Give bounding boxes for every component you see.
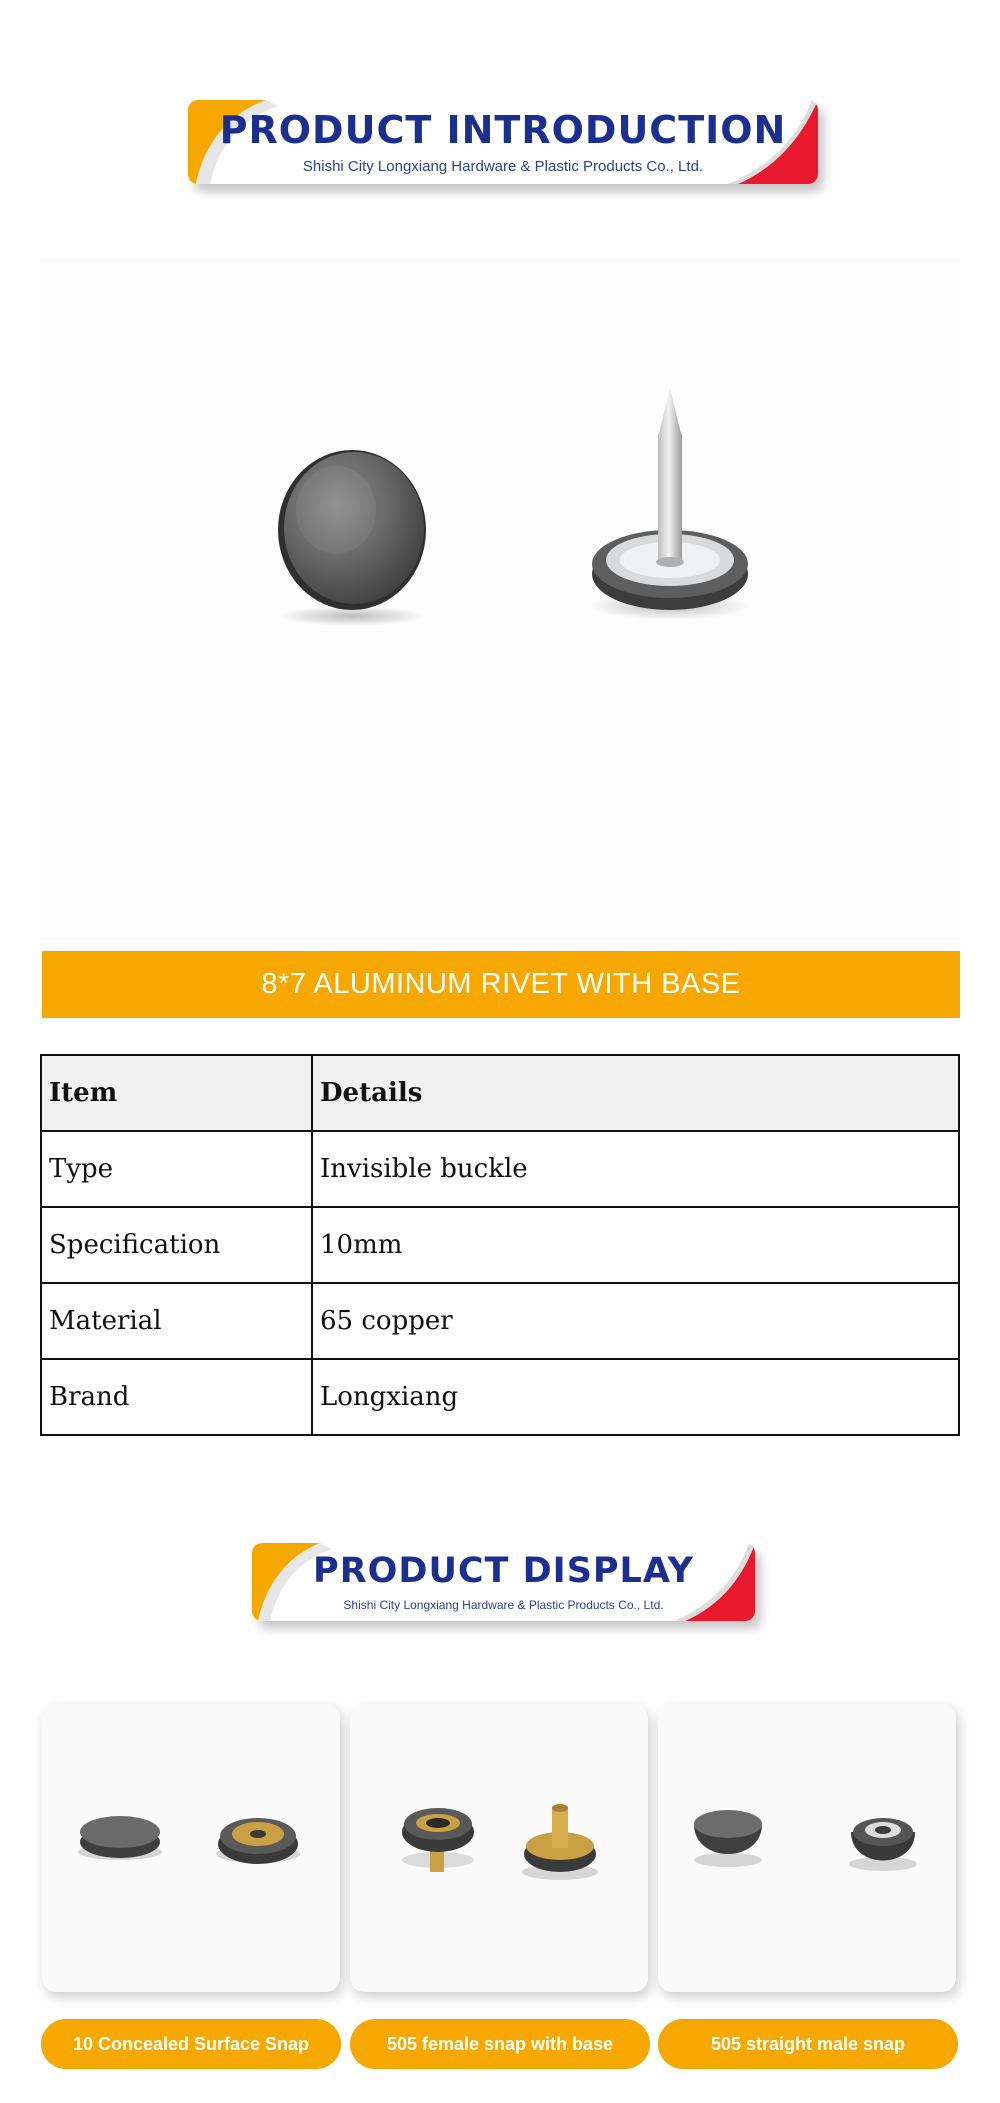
table-header-row xyxy=(41,1055,959,1131)
table-cell-value: Invisible buckle xyxy=(312,1131,959,1207)
male-snap-stud-icon xyxy=(849,1818,917,1871)
product-label-concealed-surface-snap[interactable]: 10 Concealed Surface Snap xyxy=(41,2019,341,2069)
product-card-straight-male-snap[interactable] xyxy=(658,1704,956,1992)
table-header-details: Details xyxy=(312,1055,959,1131)
rivet-base-with-pin-icon xyxy=(590,388,750,620)
table-row xyxy=(41,1207,959,1283)
snap-socket-icon xyxy=(216,1818,300,1864)
banner-title: PRODUCT DISPLAY xyxy=(313,1551,694,1591)
table-cell-value: 10mm xyxy=(312,1207,959,1283)
table-cell-label: Specification xyxy=(41,1207,312,1283)
male-snap-base-icon xyxy=(522,1804,598,1880)
product-label-straight-male-snap[interactable]: 505 straight male snap xyxy=(658,2019,958,2069)
product-photo xyxy=(40,258,960,940)
product-card-female-snap-with-base[interactable] xyxy=(350,1704,648,1992)
banner-title: PRODUCT INTRODUCTION xyxy=(219,108,787,152)
female-snap-icon xyxy=(402,1808,474,1872)
banner-subtitle: Shishi City Longxiang Hardware & Plastic Products Co., Ltd. xyxy=(302,158,704,175)
spec-table xyxy=(40,1054,960,1436)
snap-cap-icon xyxy=(78,1816,162,1860)
banner-subtitle: Shishi City Longxiang Hardware & Plastic Products Co., Ltd. xyxy=(343,1598,664,1612)
table-cell-label: Brand xyxy=(41,1359,312,1435)
product-display-banner xyxy=(252,1543,755,1621)
table-cell-label: Type xyxy=(41,1131,312,1207)
rivet-cap-icon xyxy=(278,450,426,626)
table-row xyxy=(41,1359,959,1435)
table-row xyxy=(41,1283,959,1359)
snap-dome-cap-icon xyxy=(694,1810,762,1867)
product-introduction-banner xyxy=(188,100,818,184)
product-title-bar: 8*7 ALUMINUM RIVET WITH BASE xyxy=(42,951,960,1018)
product-label-female-snap-with-base[interactable]: 505 female snap with base xyxy=(350,2019,650,2069)
table-cell-label: Material xyxy=(41,1283,312,1359)
table-row xyxy=(41,1131,959,1207)
product-card-concealed-surface-snap[interactable] xyxy=(42,1704,340,1992)
table-cell-value: 65 copper xyxy=(312,1283,959,1359)
table-header-item: Item xyxy=(41,1055,312,1131)
table-cell-value: Longxiang xyxy=(312,1359,959,1435)
